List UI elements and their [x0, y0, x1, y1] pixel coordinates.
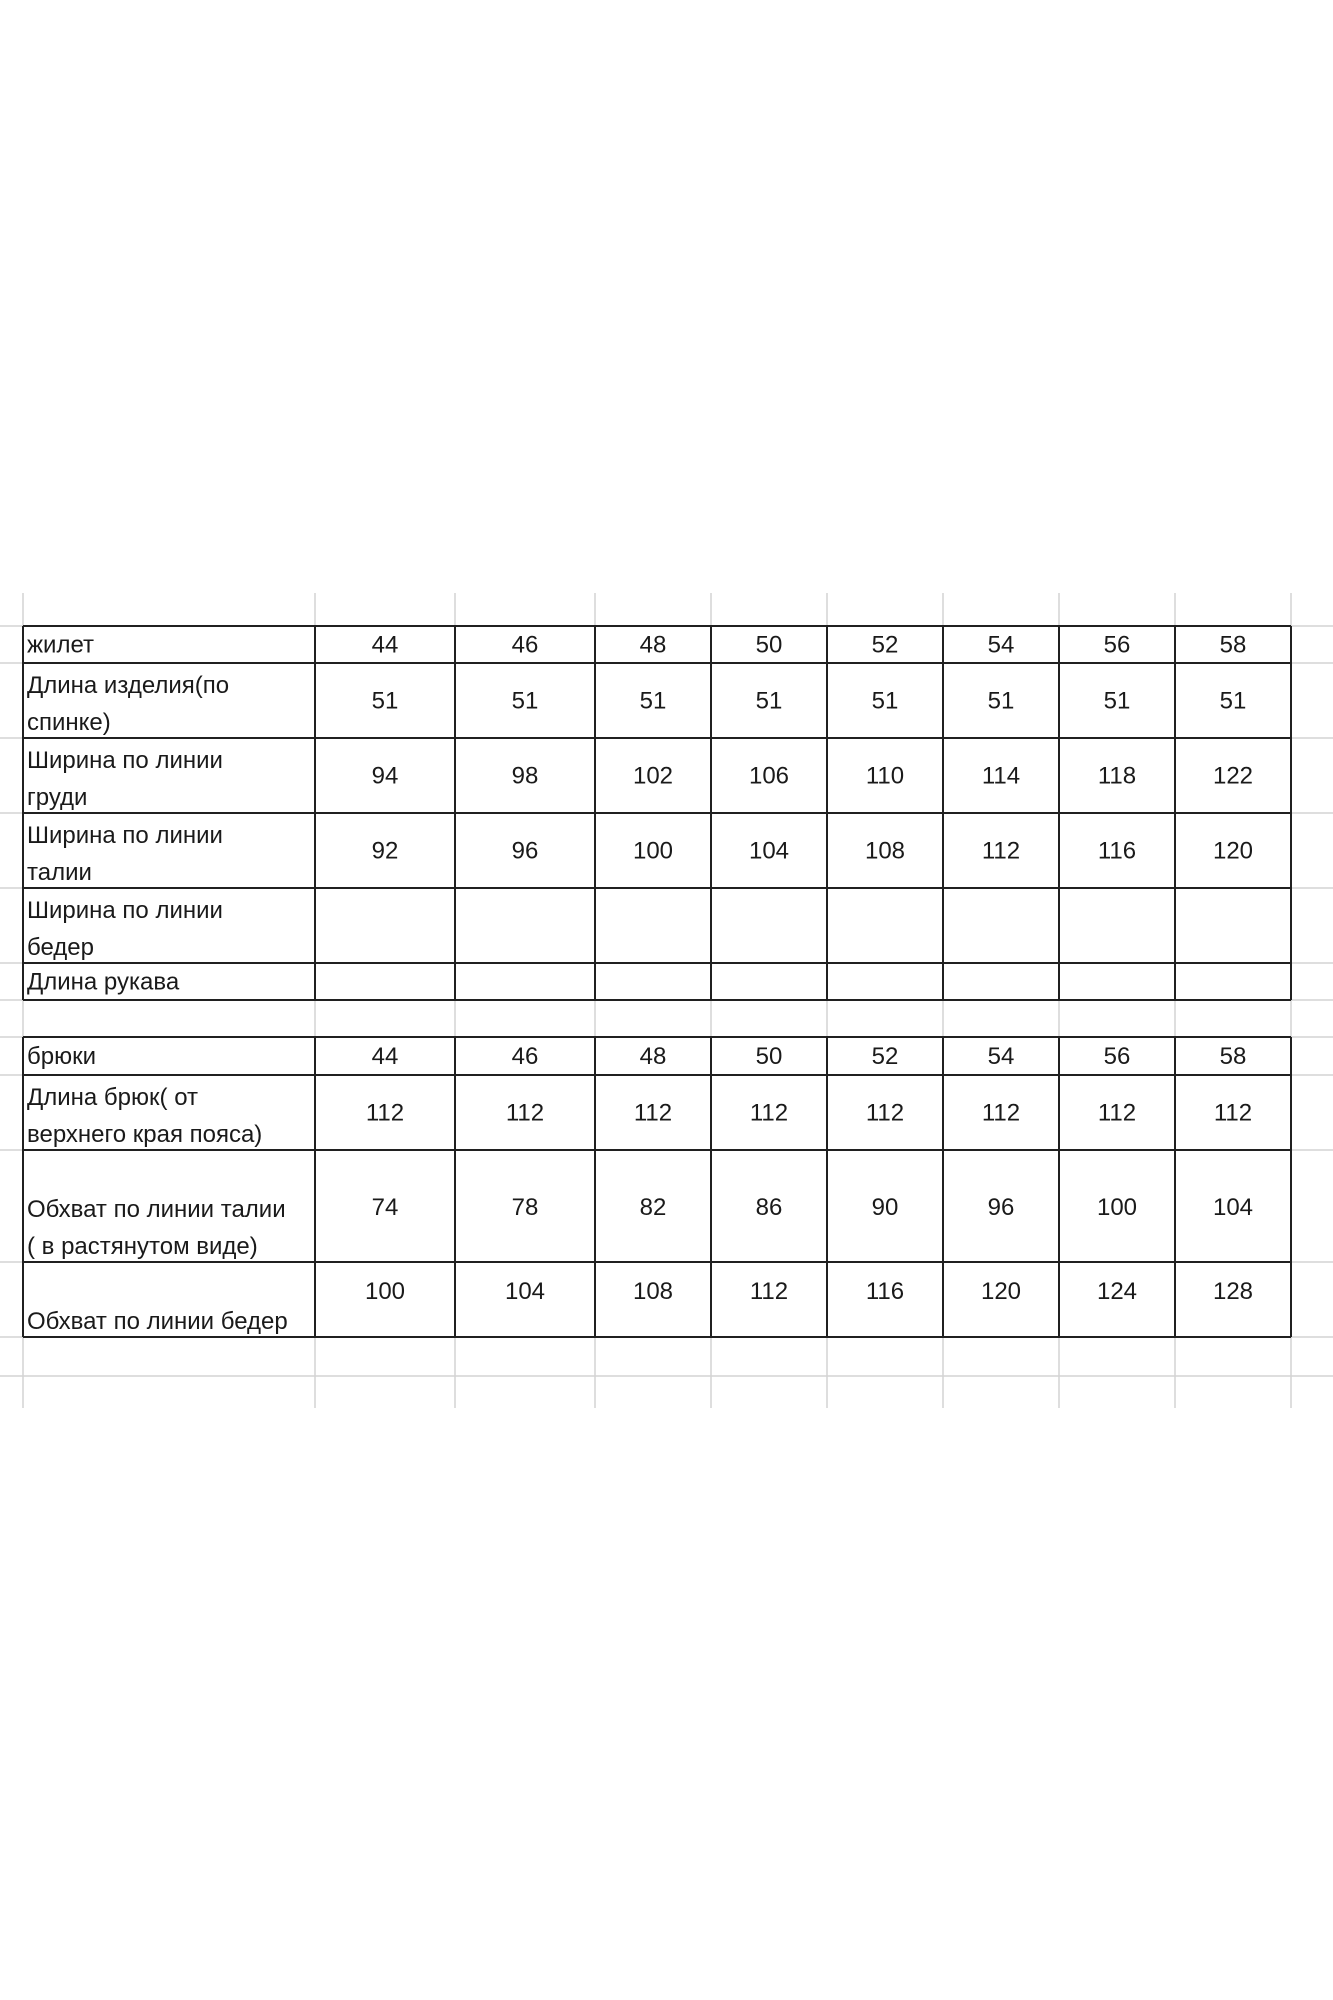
- size-header-cell: 44: [371, 1043, 399, 1070]
- value-cell: 114: [981, 762, 1021, 790]
- row-label: Ширина по линии: [27, 897, 223, 924]
- size-header-cell: 52: [871, 1043, 899, 1070]
- size-header-cell: 44: [371, 631, 399, 659]
- value-cell: 96: [511, 837, 539, 865]
- value-cell: 104: [1212, 1194, 1254, 1221]
- size-header-cell: 48: [639, 631, 667, 659]
- value-cell: 78: [511, 1194, 539, 1221]
- value-cell: 112: [505, 1099, 545, 1127]
- value-cell: 112: [981, 837, 1021, 865]
- size-header-cell: 58: [1219, 1043, 1247, 1070]
- value-cell: 112: [1097, 1099, 1137, 1127]
- row-label: Длина брюк( от: [27, 1084, 198, 1111]
- value-cell: 100: [364, 1278, 406, 1305]
- value-cell: 100: [632, 837, 674, 865]
- size-header-cell: 46: [511, 631, 539, 659]
- row-label: ( в растянутом виде): [27, 1233, 258, 1260]
- value-cell: 124: [1096, 1278, 1138, 1305]
- value-cell: 128: [1212, 1278, 1254, 1305]
- size-header-cell: 50: [755, 631, 783, 659]
- value-cell: 51: [371, 687, 399, 715]
- value-cell: 94: [371, 762, 399, 790]
- trousers_table-header-label: брюки: [27, 1043, 96, 1070]
- row-label: Обхват по линии талии: [27, 1196, 286, 1223]
- row-label: Ширина по линии: [27, 822, 223, 849]
- value-cell: 51: [1219, 687, 1247, 715]
- value-cell: 51: [1103, 687, 1131, 715]
- size-header-cell: 50: [755, 1043, 783, 1070]
- row-label: бедер: [27, 934, 94, 961]
- row-label: спинке): [27, 709, 111, 736]
- value-cell: 104: [748, 837, 790, 865]
- value-cell: 106: [748, 762, 790, 790]
- row-label: Ширина по линии: [27, 747, 223, 774]
- table-borders: [23, 626, 1291, 1337]
- value-cell: 108: [632, 1278, 674, 1305]
- row-label: Длина рукава: [27, 968, 180, 996]
- size-header-cell: 54: [987, 1043, 1015, 1070]
- value-cell: 102: [632, 762, 674, 790]
- value-cell: 112: [981, 1099, 1021, 1127]
- size-header-cell: 56: [1103, 631, 1131, 659]
- size-header-cell: 52: [871, 631, 899, 659]
- value-cell: 51: [511, 687, 539, 715]
- value-cell: 112: [365, 1099, 405, 1127]
- value-cell: 51: [755, 687, 783, 715]
- row-label: верхнего края пояса): [27, 1121, 263, 1148]
- value-cell: 112: [749, 1099, 789, 1127]
- value-cell: 120: [1212, 837, 1254, 865]
- value-cell: 51: [639, 687, 667, 715]
- value-cell: 96: [987, 1194, 1015, 1221]
- row-label: Обхват по линии бедер: [27, 1308, 288, 1335]
- row-label: Длина изделия(по: [27, 672, 230, 699]
- vest_table-header-label: жилет: [27, 631, 95, 659]
- value-cell: 82: [639, 1194, 667, 1221]
- size-header-cell: 56: [1103, 1043, 1131, 1070]
- value-cell: 116: [865, 1278, 905, 1305]
- value-cell: 116: [1097, 837, 1137, 865]
- value-cell: 86: [755, 1194, 783, 1221]
- value-cell: 108: [864, 837, 906, 865]
- value-cell: 74: [371, 1194, 399, 1221]
- value-cell: 120: [980, 1278, 1022, 1305]
- size-header-cell: 48: [639, 1043, 667, 1070]
- value-cell: 110: [865, 762, 905, 790]
- size-header-cell: 58: [1219, 631, 1247, 659]
- value-cell: 112: [1213, 1099, 1253, 1127]
- value-cell: 112: [749, 1278, 789, 1305]
- value-cell: 104: [504, 1278, 546, 1305]
- row-label: талии: [27, 859, 92, 886]
- value-cell: 118: [1097, 762, 1137, 790]
- size-header-cell: 46: [511, 1043, 539, 1070]
- value-cell: 100: [1096, 1194, 1138, 1221]
- value-cell: 90: [871, 1194, 899, 1221]
- value-cell: 51: [987, 687, 1015, 715]
- size-header-cell: 54: [987, 631, 1015, 659]
- value-cell: 98: [511, 762, 539, 790]
- value-cell: 122: [1212, 762, 1254, 790]
- value-cell: 51: [871, 687, 899, 715]
- row-label: груди: [27, 784, 88, 811]
- value-cell: 112: [633, 1099, 673, 1127]
- value-cell: 92: [371, 837, 399, 865]
- value-cell: 112: [865, 1099, 905, 1127]
